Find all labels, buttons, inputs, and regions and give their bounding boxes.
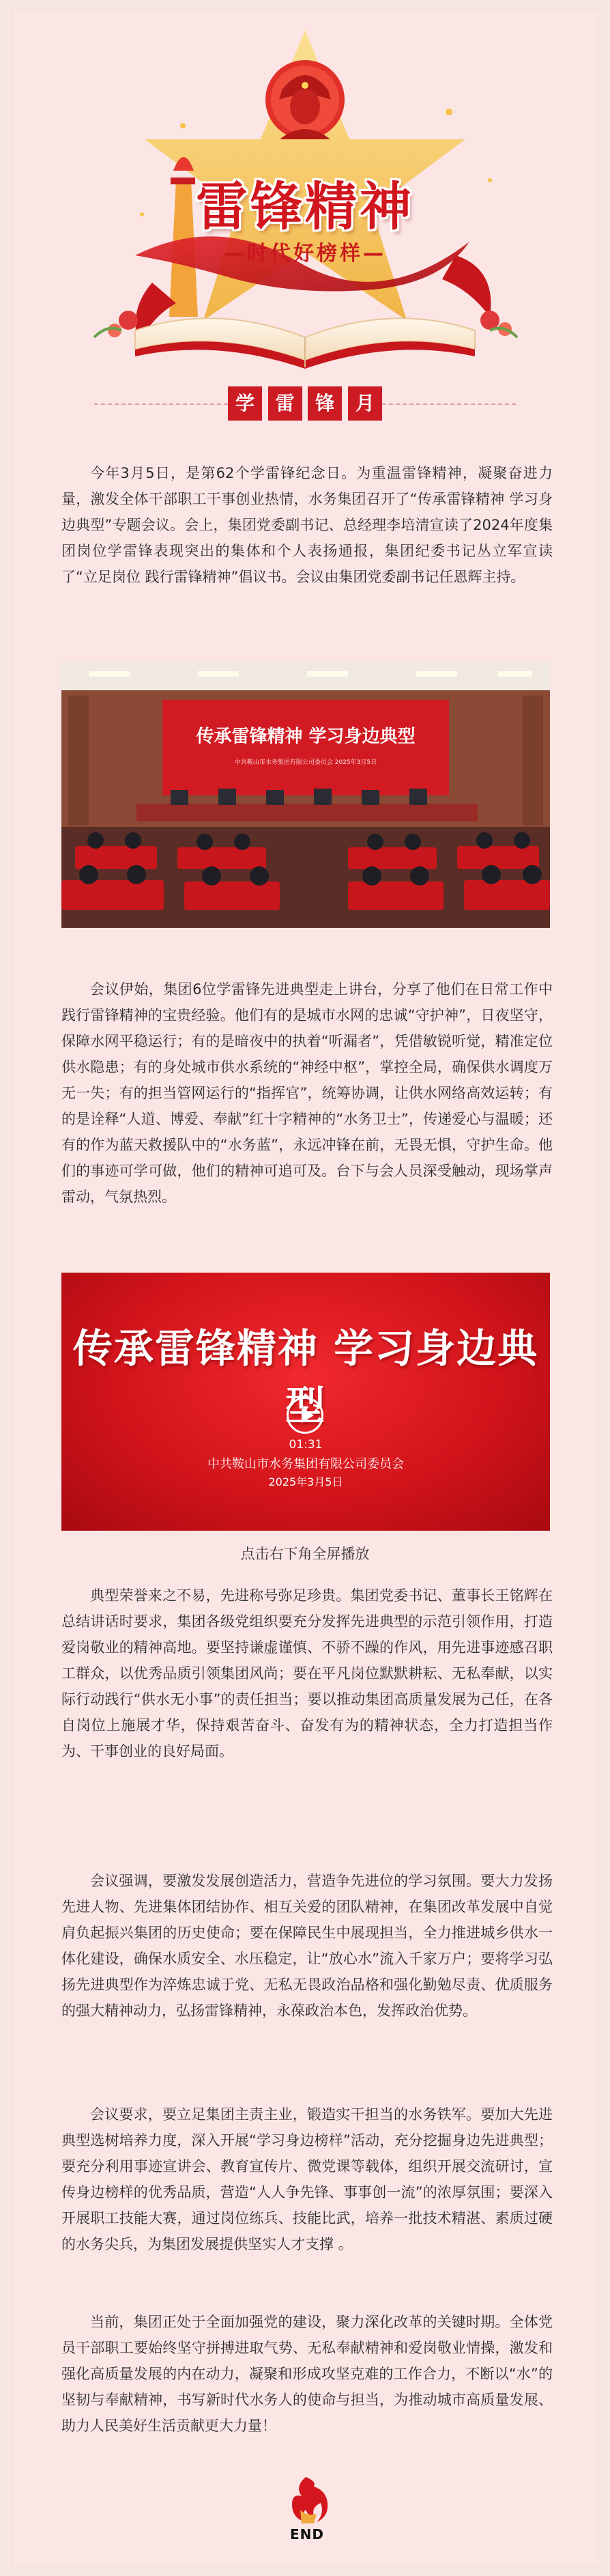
meeting-photo-illustration (61, 662, 550, 928)
divider-line-left (94, 404, 228, 405)
section-char-1: 学 (228, 386, 262, 421)
section-char-2: 雷 (268, 386, 302, 421)
article-page (12, 10, 598, 2566)
paragraph-requirements: 会议要求，要立足集团主责主业，锻造实干担当的水务铁军。要加大先进典型选树培养力度，深入开展“学习身边榜样”活动，充分挖掘身边先进典型；要充分利用事迹宣讲会、教育宣传片、微党课等载体，组织开展交流研讨，宣传身边榜样的优秀品质，营造“人人争先锋、事事创一流”的浓厚氛围；要深入开展职工技能大赛，通过岗位练兵、技能比武，培养一批技术精湛、素质过硬的水务尖兵，为集团发展提供坚实人才支撑 。 (61, 2106, 553, 2252)
lei-feng-portrait-icon (265, 60, 345, 139)
video-organization: 中共鞍山市水务集团有限公司委员会 (207, 1457, 404, 1471)
paragraph-summary: 典型荣誉来之不易，先进称号弥足珍贵。集团党委书记、董事长王铭辉在总结讲话时要求，集团各级党组织要充分发挥先进典型的示范引领作用，打造爱岗敬业的精神高地。要坚持谦虚谨慎、不骄不躁的作风，用先进事迹感召职工群众，以优秀品质引领集团风尚；要在平凡岗位默默耕耘、无私奉献，以实际行动践行“供水无小事”的责任担当；要以推动集团高质量发展为己任，在各自岗位上施展才华，保持艰苦奋斗、奋发有为的精神状态，全力打造担当作为、干事创业的良好局面。 (61, 1587, 553, 1759)
video-date: 2025年3月5日 (268, 1475, 343, 1488)
end-label: END (289, 2526, 324, 2543)
video-player[interactable] (61, 1273, 550, 1531)
open-book-icon (135, 318, 475, 369)
end-mark (280, 2472, 334, 2547)
led-screen (162, 700, 449, 795)
section-label (12, 384, 598, 425)
meeting-photo (61, 662, 550, 928)
banner-title: 雷锋精神 (196, 176, 414, 237)
led-screen-subtitle: 中共鞍山市水务集团有限公司委员会 2025年3月5日 (234, 759, 377, 766)
play-icon[interactable] (287, 1397, 323, 1434)
divider-line-right (382, 404, 516, 405)
paragraph-closing: 当前，集团正处于全面加强党的建设，聚力深化改革的关键时期。全体党员干部职工要始终坚守拼搏进取气势、无私奉献精神和爱岗敬业情操，激发和强化高质量发展的内在动力，凝聚和形成攻坚克难的工作合力，不断以“水”的坚韧与奉献精神，书写新时代水务人的使命与担当，为推动城市高质量发展、助力人民美好生活贡献更大力量！ (61, 2314, 553, 2434)
paragraph-intro: 今年3月5日，是第62个学雷锋纪念日。为重温雷锋精神，凝聚奋进力量，激发全体干部职工干事创业热情，水务集团召开了“传承雷锋精神 学习身边典型”专题会议。会上，集团党委副书记、总经理李培清宣读了2024年度集团岗位学雷锋表现突出的集体和个人表扬通报，集团纪委书记丛立军宣读了“立足岗位 践行雷锋精神”倡议书。会议由集团党委副书记任恩辉主持。 (61, 465, 553, 585)
torch-end-icon (280, 2472, 334, 2526)
section-tag (228, 386, 382, 421)
section-char-4: 月 (348, 386, 382, 421)
lei-feng-banner (12, 10, 598, 392)
paragraph-speakers: 会议伊始，集团6位学雷锋先进典型走上讲台，分享了他们在日常工作中践行雷锋精神的宝贵经验。他们有的是城市水网的忠诚“守护神”，日夜坚守，保障水网平稳运行；有的是暗夜中的执着“听漏者”，凭借敏锐听觉，精准定位供水隐患；有的身处城市供水系统的“神经中枢”，掌控全局，确保供水调度万无一失；有的担当管网运行的“指挥官”，统筹协调，让供水网络高效运转；有的是诠释“人道、博爱、奉献”红十字精神的“水务卫士”，传递爱心与温暖；还有的作为蓝天救援队中的“水务蓝”，永远冲锋在前，无畏无惧，守护生命。他们的事迹可学可做，他们的精神可追可及。台下与会人员深受触动，现场掌声雷动，气氛热烈。 (61, 981, 553, 1205)
video-duration: 01:31 (289, 1438, 323, 1452)
paragraph-emphasis: 会议强调，要激发发展创造活力，营造争先进位的学习氛围。要大力发扬先进人物、先进集体团结协作、相互关爱的团队精神，在集团改革发展中自觉肩负起振兴集团的历史使命；要在保障民生中展现担当，全力推进城乡供水一体化建设，确保水质安全、水压稳定，让“放心水”流入千家万户；要将学习弘扬先进典型作为淬炼忠诚于党、无私无畏政治品格和强化勤勉尽责、优质服务的强大精神动力，弘扬雷锋精神，永葆政治本色，发挥政治优势。 (61, 1873, 553, 2019)
video-caption: 点击右下角全屏播放 (240, 1546, 370, 1562)
section-char-3: 锋 (308, 386, 342, 421)
banner-subtitle: —时代好榜样— (224, 242, 386, 266)
video-title: 传承雷锋精神 学习身边典型 (72, 1325, 539, 1429)
led-screen-title: 传承雷锋精神 学习身边典型 (196, 726, 416, 747)
